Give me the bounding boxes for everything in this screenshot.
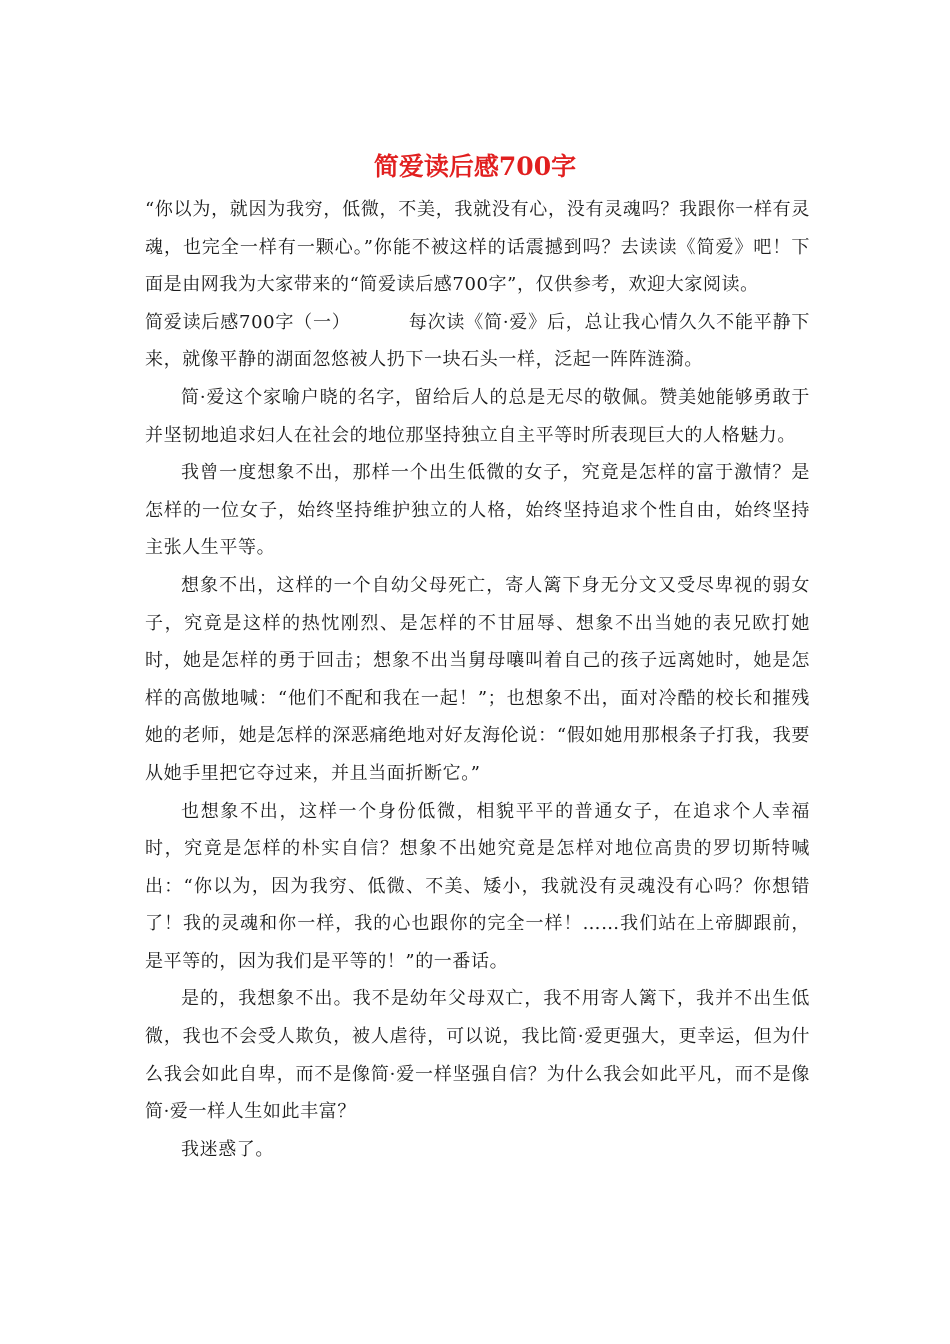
first-paragraph-text: 每次读《简·爱》后，总让我心情久久不能平静下来，就像平静的湖面忽悠被人扔下一块石头一样，泛起一阵阵涟漪。 [145,311,810,371]
intro-paragraph: “你以为，就因为我穷，低微，不美，我就没有心，没有灵魂吗？我跟你一样有灵魂，也完全一样有一颗心。”你能不被这样的话震撼到吗？去读读《简爱》吧！下面是由网我为大家带来的“简爱读后感700字”，仅供参考，欢迎大家阅读。 [145,199,810,296]
document-body [145,191,810,1168]
body-paragraph: 我迷惑了。 [181,1138,274,1160]
body-paragraph: 我曾一度想象不出，那样一个出生低微的女子，究竟是怎样的富于激情？是怎样的一位女子，始终坚持维护独立的人格，始终坚持追求个性自由，始终坚持主张人生平等。 [145,462,810,559]
section-first-paragraph [145,304,810,379]
document-title: 简爱读后感700字 [373,152,577,181]
section-heading: 简爱读后感700字（一） [145,311,351,333]
body-paragraph: 是的，我想象不出。我不是幼年父母双亡，我不用寄人篱下，我并不出生低微，我也不会受人欺负，被人虐待，可以说，我比简·爱更强大，更幸运，但为什么我会如此自卑，而不是像简·爱一样坚强自信？为什么我会如此平凡，而不是像简·爱一样人生如此丰富？ [145,988,810,1123]
body-paragraph: 简·爱这个家喻户晓的名字，留给后人的总是无尽的敬佩。赞美她能够勇敢于并坚韧地追求妇人在社会的地位那坚持独立自主平等时所表现巨大的人格魅力。 [145,386,810,446]
body-paragraph: 想象不出，这样的一个自幼父母死亡，寄人篱下身无分文又受尽卑视的弱女子，究竟是这样的热忱刚烈、是怎样的不甘屈辱、想象不出当她的表兄欧打她时，她是怎样的勇于回击；想象不出当舅母嚷叫着自己的孩子远离她时，她是怎样的高傲地喊：“他们不配和我在一起！”；也想象不出，面对冷酷的校长和摧残她的老师，她是怎样的深恶痛绝地对好友海伦说：“假如她用那根条子打我，我要从她手里把它夺过来，并且当面折断它。” [145,574,810,784]
body-paragraph: 也想象不出，这样一个身份低微，相貌平平的普通女子，在追求个人幸福时，究竟是怎样的朴实自信？想象不出她究竟是怎样对地位高贵的罗切斯特喊出：“你以为，因为我穷、低微、不美、矮小，我就没有灵魂没有心吗？你想错了！我的灵魂和你一样，我的心也跟你的完全一样！……我们站在上帝脚跟前，是平等的，因为我们是平等的！”的一番话。 [145,800,810,972]
